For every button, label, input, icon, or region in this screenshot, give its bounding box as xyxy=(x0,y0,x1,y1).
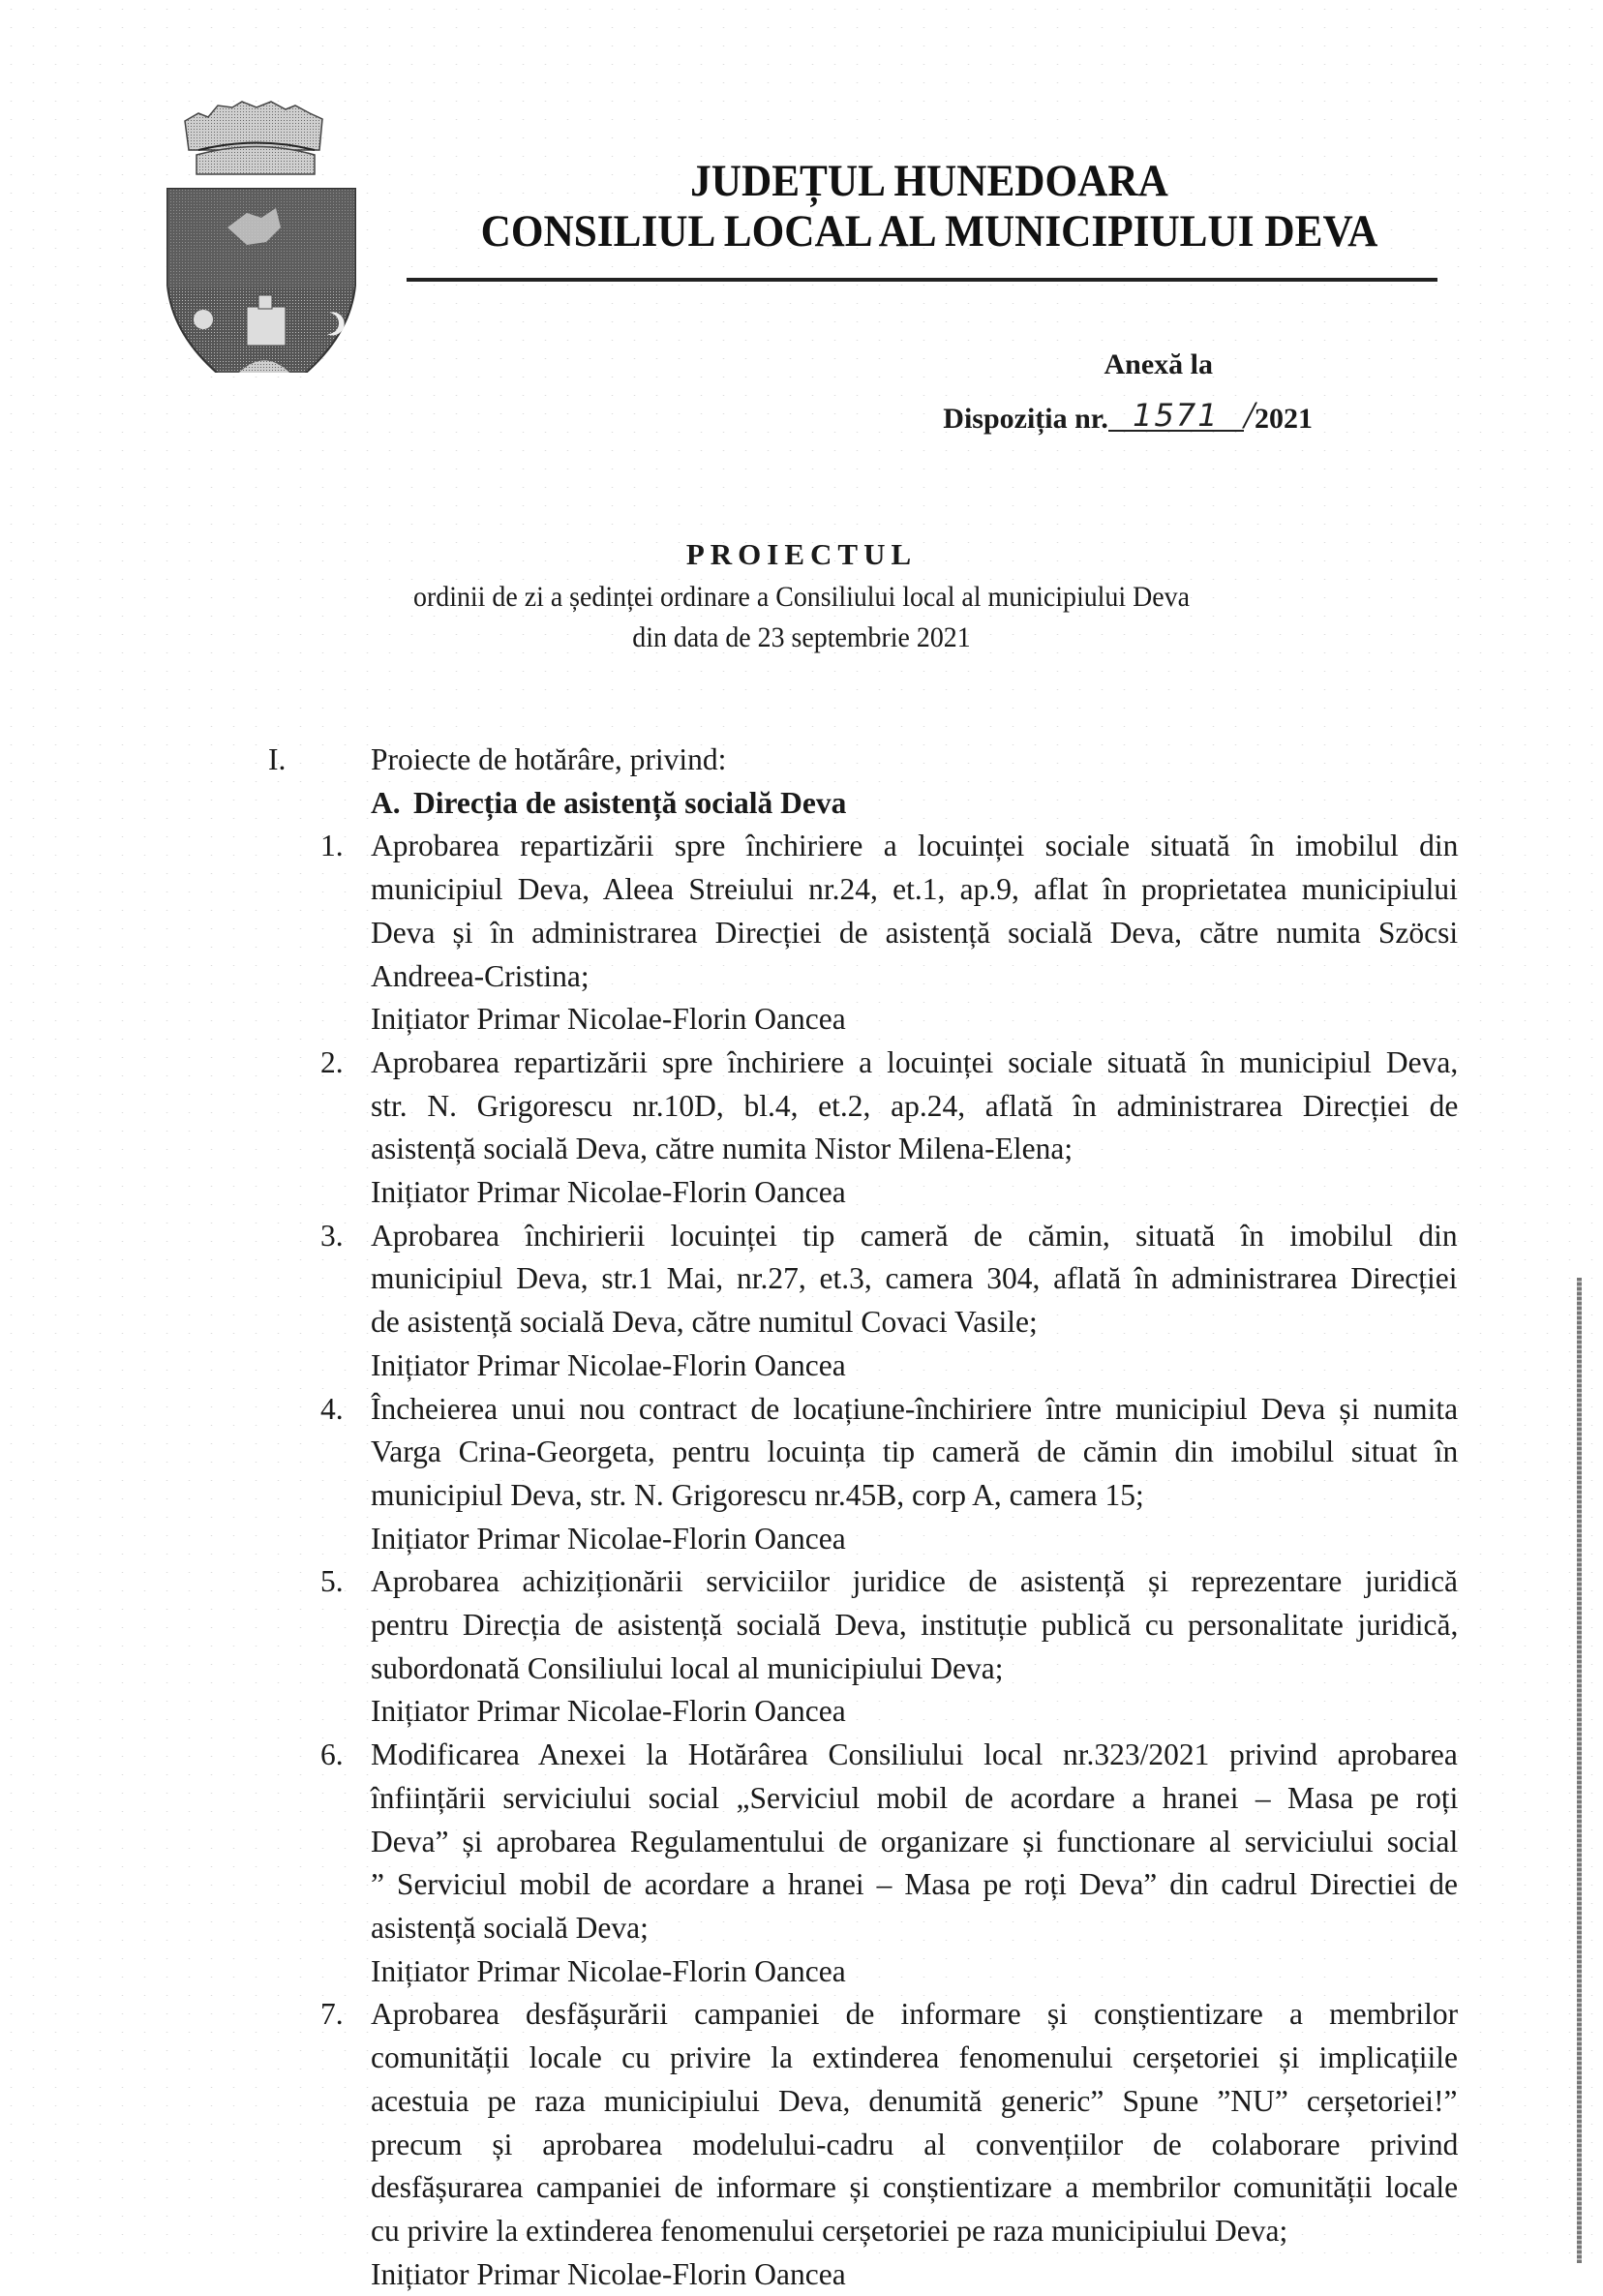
agenda-item-text-line: municipiul Deva, str. N. Grigorescu nr.45B, corp A, camera 15; xyxy=(371,1477,1144,1512)
agenda-item-text-line: ” Serviciul mobil de acordare a hranei – Masa pe roți Deva” din cadrul Directiei de xyxy=(371,1867,1458,1902)
subsection-heading xyxy=(371,782,1458,826)
agenda-item-number: 3. xyxy=(320,1218,344,1253)
project-title: PROIECTUL xyxy=(685,537,918,571)
project-subtitle: ordinii de zi a ședinței ordinare a Consiliului local al municipiului Deva xyxy=(413,581,1190,613)
agenda-item-text-line: Aprobarea repartizării spre închiriere a locuinței sociale situată în imobilul din xyxy=(371,829,1459,863)
disposition-reference xyxy=(943,392,1313,438)
agenda-item-text-line: Modificarea Anexei la Hotărârea Consiliului local nr.323/2021 privind aprobarea xyxy=(371,1737,1458,1772)
agenda-item-text-line: Încheierea unui nou contract de locațiune-închiriere între municipiul Deva și numita xyxy=(371,1391,1459,1426)
annex-label: Anexă la xyxy=(1104,348,1213,380)
agenda-item-text-line: Deva” și aprobarea Regulamentului de organizare și functionare al serviciului social xyxy=(371,1824,1459,1858)
agenda-item-number: 2. xyxy=(320,1044,344,1079)
agenda-item-number: 5. xyxy=(320,1564,344,1599)
agenda-item-text-line: Aprobarea repartizării spre închiriere a locuinței sociale situată în municipiul Deva, xyxy=(371,1044,1459,1079)
agenda-item-initiator: Inițiator Primar Nicolae-Florin Oancea xyxy=(371,1521,846,1556)
agenda-item-text-line: precum și aprobarea modelului-cadru al convențiilor de colaborare privind xyxy=(371,2127,1459,2161)
slash-separator: / xyxy=(1243,393,1255,437)
agenda-item-text-line: Aprobarea achiziționării serviciilor juridice de asistență și reprezentare juridică xyxy=(371,1564,1459,1599)
handwritten-number: 1571 xyxy=(1108,401,1244,432)
agenda-item xyxy=(320,1388,1459,1561)
agenda-item-text-line: asistență socială Deva, către numita Nistor Milena-Elena; xyxy=(371,1132,1074,1166)
agenda-item-text-line: acestuia pe raza municipiului Deva, denumită generic” Spune ”NU” cerșetoriei!” xyxy=(371,2083,1458,2118)
agenda-item xyxy=(320,1215,1458,1388)
agenda-item-text-line: Andreea-Cristina; xyxy=(371,958,590,993)
disposition-year: 2021 xyxy=(1255,403,1313,435)
agenda-item-text-line: înființării serviciului social „Serviciul mobil de acordare a hranei – Masa pe roți xyxy=(371,1780,1459,1815)
agenda-item-number: 6. xyxy=(320,1737,344,1772)
agenda-item-text-line: subordonată Consiliului local al municipiului Deva; xyxy=(371,1650,1004,1685)
coat-of-arms-icon xyxy=(150,82,363,373)
agenda-item-text-line: pentru Direcția de asistență socială Deva, instituție publică cu personalitate juridică, xyxy=(371,1608,1459,1643)
agenda-item-initiator: Inițiator Primar Nicolae-Florin Oancea xyxy=(371,1694,846,1729)
scan-edge-shadow xyxy=(1577,1278,1582,2263)
agenda-item-number: 4. xyxy=(320,1391,344,1426)
agenda-item-initiator: Inițiator Primar Nicolae-Florin Oancea xyxy=(371,1175,846,1210)
agenda-item-text-line: desfășurarea campaniei de informare și conștientizare a membrilor comunității locale xyxy=(371,2170,1459,2205)
subsection-title: Direcția de asistență socială Deva xyxy=(413,785,847,820)
agenda-item xyxy=(320,1993,1459,2296)
agenda-items xyxy=(320,825,1459,2296)
agenda-body xyxy=(320,739,1459,2296)
agenda-item-text-line: Varga Crina-Georgeta, pentru locuința tip cameră de cămin din imobilul situat în xyxy=(371,1435,1459,1469)
county-title: JUDEȚUL HUNEDOARA xyxy=(690,156,1168,206)
agenda-item-initiator: Inițiator Primar Nicolae-Florin Oancea xyxy=(371,1002,846,1037)
agenda-item-text-line: de asistență socială Deva, către numitul Covaci Vasile; xyxy=(371,1305,1038,1340)
agenda-item-text-line: Aprobarea desfășurării campaniei de informare și conștientizare a membrilor xyxy=(371,1997,1459,2032)
agenda-item-number: 7. xyxy=(320,1997,344,2032)
agenda-item-initiator: Inițiator Primar Nicolae-Florin Oancea xyxy=(371,1953,846,1988)
agenda-item-text-line: cu privire la extinderea fenomenului cerșetoriei pe raza municipiului Deva; xyxy=(371,2213,1288,2248)
agenda-item-initiator: Inițiator Primar Nicolae-Florin Oancea xyxy=(371,1347,846,1382)
header-divider xyxy=(407,278,1437,282)
agenda-item xyxy=(320,1734,1459,1993)
disposition-prefix: Dispoziția nr. xyxy=(943,403,1108,435)
agenda-item xyxy=(320,825,1459,1042)
agenda-item-text-line: comunității locale cu privire la extinderea fenomenului cerșetoriei și implicațiile xyxy=(371,2040,1458,2075)
agenda-item-text-line: Deva și în administrarea Direcției de asistență socială Deva, către numita Szöcsi xyxy=(371,915,1459,950)
agenda-item-initiator: Inițiator Primar Nicolae-Florin Oancea xyxy=(371,2256,846,2291)
section-heading: Proiecte de hotărâre, privind: xyxy=(371,742,727,776)
agenda-item-text-line: str. N. Grigorescu nr.10D, bl.4, et.2, ap.24, aflată în administrarea Direcției de xyxy=(371,1088,1459,1123)
agenda-item xyxy=(320,1560,1459,1734)
agenda-item-text-line: municipiul Deva, Aleea Streiului nr.24, et.1, ap.9, aflat în proprietatea municipiului xyxy=(371,872,1458,907)
agenda-item-text-line: asistență socială Deva; xyxy=(371,1910,649,1945)
subsection-letter: A. xyxy=(371,785,401,820)
council-title: CONSILIUL LOCAL AL MUNICIPIULUI DEVA xyxy=(480,206,1378,257)
agenda-item-text-line: Aprobarea închirierii locuinței tip cameră de cămin, situată în imobilul din xyxy=(371,1218,1458,1253)
agenda-item-number: 1. xyxy=(320,829,344,863)
project-date: din data de 23 septembrie 2021 xyxy=(632,621,971,653)
agenda-item-text-line: municipiul Deva, str.1 Mai, nr.27, et.3, camera 304, aflată în administrarea Direcției xyxy=(371,1261,1458,1296)
agenda-item xyxy=(320,1042,1459,1215)
section-roman-numeral: I. xyxy=(268,742,287,776)
